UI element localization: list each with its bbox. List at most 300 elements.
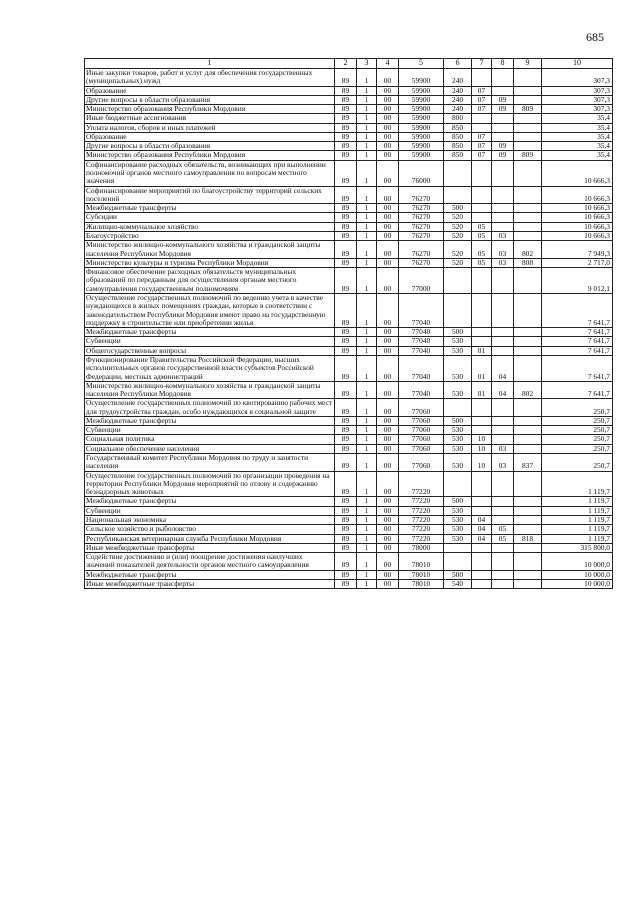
expense-type-cell: 520 — [444, 222, 472, 231]
expense-type-cell: 800 — [444, 114, 472, 123]
header-cell: 7 — [472, 59, 492, 69]
table-row — [85, 142, 613, 151]
subsection-cell: 03 — [492, 444, 514, 453]
code-cell: 89 — [335, 471, 357, 497]
section-cell: 10 — [472, 435, 492, 444]
subsection-cell — [492, 570, 514, 579]
ministry-code-cell — [514, 416, 542, 425]
target-article-cell: 77060 — [399, 416, 444, 425]
code-cell: 1 — [357, 534, 377, 543]
item-name-cell: Функционирование Правительства Российской Федерации, высших исполнительных органов государственной власти субъектов Российской Федерации, местных администраций — [85, 355, 335, 381]
table-row — [85, 105, 613, 114]
code-cell: 89 — [335, 516, 357, 525]
amount-cell: 307,3 — [542, 68, 613, 86]
code-cell: 00 — [377, 570, 399, 579]
subsection-cell — [492, 114, 514, 123]
item-name-cell: Благоустройство — [85, 232, 335, 241]
ministry-code-cell: 837 — [514, 454, 542, 472]
code-cell: 89 — [335, 68, 357, 86]
section-cell — [472, 204, 492, 213]
code-cell: 89 — [335, 151, 357, 160]
subsection-cell — [492, 516, 514, 525]
code-cell: 00 — [377, 123, 399, 132]
subsection-cell — [492, 293, 514, 327]
ministry-code-cell — [514, 232, 542, 241]
target-article-cell: 77060 — [399, 435, 444, 444]
item-name-cell: Другие вопросы в области образования — [85, 142, 335, 151]
table-row — [85, 444, 613, 453]
code-cell: 1 — [357, 114, 377, 123]
target-article-cell: 77220 — [399, 506, 444, 515]
section-cell — [472, 213, 492, 222]
table-row — [85, 232, 613, 241]
expense-type-cell: 520 — [444, 258, 472, 267]
code-cell: 89 — [335, 95, 357, 104]
code-cell: 89 — [335, 454, 357, 472]
table-row — [85, 337, 613, 346]
section-cell — [472, 268, 492, 294]
amount-cell: 35,4 — [542, 114, 613, 123]
amount-cell: 35,4 — [542, 123, 613, 132]
ministry-code-cell — [514, 553, 542, 571]
table-row — [85, 471, 613, 497]
code-cell: 00 — [377, 95, 399, 104]
item-name-cell: Министерство образования Республики Мордовия — [85, 105, 335, 114]
subsection-cell — [492, 471, 514, 497]
ministry-code-cell: 818 — [514, 534, 542, 543]
code-cell: 00 — [377, 355, 399, 381]
target-article-cell: 59900 — [399, 114, 444, 123]
code-cell: 1 — [357, 426, 377, 435]
item-name-cell: Социальная политика — [85, 435, 335, 444]
subsection-cell: 09 — [492, 105, 514, 114]
table-row — [85, 123, 613, 132]
table-row — [85, 293, 613, 327]
section-cell: 05 — [472, 241, 492, 259]
code-cell: 1 — [357, 232, 377, 241]
target-article-cell: 59900 — [399, 123, 444, 132]
code-cell: 00 — [377, 232, 399, 241]
code-cell: 1 — [357, 268, 377, 294]
expense-type-cell: 240 — [444, 105, 472, 114]
subsection-cell — [492, 68, 514, 86]
expense-type-cell — [444, 268, 472, 294]
amount-cell: 250,7 — [542, 416, 613, 425]
code-cell: 1 — [357, 328, 377, 337]
ministry-code-cell — [514, 95, 542, 104]
code-cell: 00 — [377, 241, 399, 259]
subsection-cell — [492, 426, 514, 435]
section-cell: 07 — [472, 95, 492, 104]
section-cell: 01 — [472, 346, 492, 355]
subsection-cell — [492, 337, 514, 346]
code-cell: 1 — [357, 444, 377, 453]
item-name-cell: Субвенции — [85, 426, 335, 435]
code-cell: 00 — [377, 435, 399, 444]
code-cell: 00 — [377, 497, 399, 506]
code-cell: 1 — [357, 435, 377, 444]
table-row — [85, 114, 613, 123]
code-cell: 1 — [357, 416, 377, 425]
ministry-code-cell — [514, 525, 542, 534]
item-name-cell: Межбюджетные трансферты — [85, 204, 335, 213]
code-cell: 89 — [335, 86, 357, 95]
budget-table — [84, 58, 613, 589]
section-cell — [472, 68, 492, 86]
expense-type-cell: 500 — [444, 497, 472, 506]
item-name-cell: Республиканская ветеринарная служба Республики Мордовия — [85, 534, 335, 543]
expense-type-cell: 530 — [444, 454, 472, 472]
subsection-cell: 04 — [492, 355, 514, 381]
amount-cell: 1 119,7 — [542, 506, 613, 515]
subsection-cell — [492, 123, 514, 132]
subsection-cell — [492, 497, 514, 506]
expense-type-cell: 530 — [444, 506, 472, 515]
item-name-cell: Субвенции — [85, 506, 335, 515]
item-name-cell: Межбюджетные трансферты — [85, 497, 335, 506]
amount-cell: 7 641,7 — [542, 328, 613, 337]
table-row — [85, 579, 613, 588]
code-cell: 89 — [335, 534, 357, 543]
code-cell: 89 — [335, 232, 357, 241]
item-name-cell: Межбюджетные трансферты — [85, 328, 335, 337]
table-row — [85, 222, 613, 231]
item-name-cell: Осуществление государственных полномочий по ведению учета в качестве нуждающихся в жилых помещениях граждан, которые в соответствии с законодательством Республики Мордовия имеют право на государственную поддержку в строительстве или приобретении жилья — [85, 293, 335, 327]
code-cell: 89 — [335, 444, 357, 453]
subsection-cell: 05 — [492, 534, 514, 543]
code-cell: 00 — [377, 444, 399, 453]
code-cell: 89 — [335, 525, 357, 534]
target-article-cell: 77040 — [399, 346, 444, 355]
table-row — [85, 213, 613, 222]
subsection-cell — [492, 346, 514, 355]
ministry-code-cell — [514, 186, 542, 204]
ministry-code-cell — [514, 114, 542, 123]
amount-cell: 2 717,0 — [542, 258, 613, 267]
expense-type-cell: 520 — [444, 213, 472, 222]
amount-cell: 1 119,7 — [542, 534, 613, 543]
target-article-cell: 76270 — [399, 222, 444, 231]
item-name-cell: Министерство культуры и туризма Республики Мордовия — [85, 258, 335, 267]
section-cell: 07 — [472, 142, 492, 151]
code-cell: 00 — [377, 151, 399, 160]
table-row — [85, 132, 613, 141]
item-name-cell: Министерство образования Республики Мордовия — [85, 151, 335, 160]
subsection-cell — [492, 553, 514, 571]
subsection-cell — [492, 328, 514, 337]
amount-cell: 7 641,7 — [542, 293, 613, 327]
code-cell: 00 — [377, 160, 399, 186]
target-article-cell: 76000 — [399, 160, 444, 186]
item-name-cell: Уплата налогов, сборов и иных платежей — [85, 123, 335, 132]
item-name-cell: Министерство жилищно-коммунального хозяйства и гражданской защиты населения Республики Мордовия — [85, 241, 335, 259]
item-name-cell: Осуществление государственных полномочий по организации проведения на территории Республики Мордовия мероприятий по отлову и содержанию безнадзорных животных — [85, 471, 335, 497]
code-cell: 1 — [357, 293, 377, 327]
header-cell: 10 — [542, 59, 613, 69]
expense-type-cell: 530 — [444, 381, 472, 399]
section-cell — [472, 543, 492, 552]
amount-cell: 9 012,1 — [542, 268, 613, 294]
code-cell: 89 — [335, 506, 357, 515]
expense-type-cell — [444, 160, 472, 186]
code-cell: 1 — [357, 213, 377, 222]
table-row — [85, 355, 613, 381]
code-cell: 1 — [357, 543, 377, 552]
amount-cell: 1 119,7 — [542, 471, 613, 497]
code-cell: 89 — [335, 142, 357, 151]
expense-type-cell: 500 — [444, 570, 472, 579]
code-cell: 89 — [335, 337, 357, 346]
section-cell — [472, 579, 492, 588]
table-row — [85, 525, 613, 534]
code-cell: 89 — [335, 328, 357, 337]
section-cell: 10 — [472, 454, 492, 472]
target-article-cell: 76270 — [399, 258, 444, 267]
expense-type-cell: 850 — [444, 151, 472, 160]
header-cell: 9 — [514, 59, 542, 69]
code-cell: 1 — [357, 337, 377, 346]
code-cell: 1 — [357, 222, 377, 231]
target-article-cell: 77040 — [399, 381, 444, 399]
table-body — [85, 68, 613, 588]
expense-type-cell: 530 — [444, 337, 472, 346]
target-article-cell: 77000 — [399, 268, 444, 294]
code-cell: 00 — [377, 454, 399, 472]
expense-type-cell: 530 — [444, 525, 472, 534]
ministry-code-cell — [514, 516, 542, 525]
item-name-cell: Другие вопросы в области образования — [85, 95, 335, 104]
amount-cell: 10 666,3 — [542, 186, 613, 204]
code-cell: 00 — [377, 399, 399, 417]
code-cell: 1 — [357, 186, 377, 204]
ministry-code-cell — [514, 444, 542, 453]
code-cell: 89 — [335, 399, 357, 417]
code-cell: 89 — [335, 222, 357, 231]
amount-cell: 1 119,7 — [542, 516, 613, 525]
table-row — [85, 160, 613, 186]
expense-type-cell: 530 — [444, 444, 472, 453]
ministry-code-cell — [514, 506, 542, 515]
expense-type-cell — [444, 543, 472, 552]
amount-cell: 315 800,0 — [542, 543, 613, 552]
subsection-cell: 09 — [492, 151, 514, 160]
ministry-code-cell — [514, 204, 542, 213]
code-cell: 00 — [377, 268, 399, 294]
ministry-code-cell — [514, 123, 542, 132]
subsection-cell: 09 — [492, 95, 514, 104]
code-cell: 1 — [357, 160, 377, 186]
section-cell — [472, 553, 492, 571]
code-cell: 1 — [357, 258, 377, 267]
expense-type-cell: 530 — [444, 435, 472, 444]
item-name-cell: Содействие достижению и (или) поощрение достижения наилучших значений показателей деятельности органов местного самоуправления — [85, 553, 335, 571]
section-cell: 10 — [472, 444, 492, 453]
amount-cell: 10 000,0 — [542, 553, 613, 571]
subsection-cell — [492, 399, 514, 417]
target-article-cell: 77040 — [399, 293, 444, 327]
subsection-cell — [492, 543, 514, 552]
amount-cell: 10 666,3 — [542, 222, 613, 231]
code-cell: 89 — [335, 346, 357, 355]
amount-cell: 307,3 — [542, 86, 613, 95]
amount-cell: 7 641,7 — [542, 381, 613, 399]
subsection-cell — [492, 222, 514, 231]
amount-cell: 10 666,3 — [542, 232, 613, 241]
subsection-cell: 04 — [492, 381, 514, 399]
target-article-cell: 59900 — [399, 142, 444, 151]
expense-type-cell: 520 — [444, 241, 472, 259]
code-cell: 00 — [377, 381, 399, 399]
table-row — [85, 435, 613, 444]
code-cell: 89 — [335, 543, 357, 552]
expense-type-cell: 240 — [444, 86, 472, 95]
code-cell: 89 — [335, 381, 357, 399]
header-cell: 2 — [335, 59, 357, 69]
expense-type-cell: 500 — [444, 416, 472, 425]
ministry-code-cell — [514, 543, 542, 552]
section-cell — [472, 506, 492, 515]
expense-type-cell: 850 — [444, 123, 472, 132]
table-row — [85, 570, 613, 579]
code-cell: 00 — [377, 186, 399, 204]
subsection-cell — [492, 506, 514, 515]
subsection-cell — [492, 213, 514, 222]
ministry-code-cell: 808 — [514, 258, 542, 267]
section-cell: 07 — [472, 132, 492, 141]
item-name-cell: Образование — [85, 132, 335, 141]
amount-cell: 250,7 — [542, 435, 613, 444]
ministry-code-cell — [514, 337, 542, 346]
amount-cell: 1 119,7 — [542, 525, 613, 534]
table-row — [85, 241, 613, 259]
amount-cell: 7 641,7 — [542, 346, 613, 355]
table-row — [85, 68, 613, 86]
item-name-cell: Субсидии — [85, 213, 335, 222]
item-name-cell: Жилищно-коммунальное хозяйство — [85, 222, 335, 231]
code-cell: 00 — [377, 534, 399, 543]
expense-type-cell — [444, 553, 472, 571]
code-cell: 1 — [357, 241, 377, 259]
section-cell: 07 — [472, 105, 492, 114]
header-cell: 1 — [85, 59, 335, 69]
ministry-code-cell — [514, 68, 542, 86]
table-row — [85, 204, 613, 213]
item-name-cell: Иные бюджетные ассигнования — [85, 114, 335, 123]
code-cell: 89 — [335, 204, 357, 213]
expense-type-cell: 240 — [444, 68, 472, 86]
code-cell: 00 — [377, 543, 399, 552]
table-row — [85, 328, 613, 337]
code-cell: 00 — [377, 222, 399, 231]
item-name-cell: Софинансирование расходных обязательств, возникающих при выполнении полномочий органов местного самоуправления по вопросам местного значения — [85, 160, 335, 186]
amount-cell: 7 949,3 — [542, 241, 613, 259]
table-row — [85, 186, 613, 204]
section-cell: 04 — [472, 516, 492, 525]
table-row — [85, 381, 613, 399]
ministry-code-cell — [514, 570, 542, 579]
code-cell: 89 — [335, 293, 357, 327]
table-row — [85, 497, 613, 506]
code-cell: 1 — [357, 68, 377, 86]
expense-type-cell — [444, 471, 472, 497]
expense-type-cell: 850 — [444, 142, 472, 151]
ministry-code-cell — [514, 346, 542, 355]
ministry-code-cell: 809 — [514, 151, 542, 160]
code-cell: 1 — [357, 579, 377, 588]
code-cell: 1 — [357, 553, 377, 571]
header-cell: 8 — [492, 59, 514, 69]
amount-cell: 10 000,0 — [542, 579, 613, 588]
table-row — [85, 399, 613, 417]
expense-type-cell: 850 — [444, 132, 472, 141]
code-cell: 00 — [377, 204, 399, 213]
target-article-cell: 76270 — [399, 186, 444, 204]
section-cell — [472, 160, 492, 186]
table-header-row — [85, 59, 613, 69]
code-cell: 00 — [377, 105, 399, 114]
amount-cell: 250,7 — [542, 399, 613, 417]
amount-cell: 35,4 — [542, 142, 613, 151]
code-cell: 00 — [377, 516, 399, 525]
item-name-cell: Общегосударственные вопросы — [85, 346, 335, 355]
section-cell — [472, 570, 492, 579]
ministry-code-cell — [514, 86, 542, 95]
amount-cell: 7 641,7 — [542, 355, 613, 381]
ministry-code-cell — [514, 142, 542, 151]
section-cell — [472, 497, 492, 506]
item-name-cell: Иные межбюджетные трансферты — [85, 543, 335, 552]
subsection-cell: 03 — [492, 454, 514, 472]
subsection-cell: 03 — [492, 258, 514, 267]
section-cell: 05 — [472, 258, 492, 267]
code-cell: 00 — [377, 114, 399, 123]
item-name-cell: Межбюджетные трансферты — [85, 570, 335, 579]
target-article-cell: 59900 — [399, 68, 444, 86]
table-row — [85, 426, 613, 435]
code-cell: 89 — [335, 570, 357, 579]
subsection-cell: 05 — [492, 525, 514, 534]
ministry-code-cell — [514, 579, 542, 588]
target-article-cell: 77220 — [399, 497, 444, 506]
section-cell: 04 — [472, 525, 492, 534]
subsection-cell — [492, 579, 514, 588]
subsection-cell — [492, 186, 514, 204]
code-cell: 89 — [335, 123, 357, 132]
item-name-cell: Государственный комитет Республики Мордовия по труду и занятости населения — [85, 454, 335, 472]
header-cell: 6 — [444, 59, 472, 69]
subsection-cell — [492, 204, 514, 213]
ministry-code-cell — [514, 293, 542, 327]
code-cell: 00 — [377, 258, 399, 267]
amount-cell: 10 666,3 — [542, 160, 613, 186]
code-cell: 1 — [357, 355, 377, 381]
code-cell: 1 — [357, 132, 377, 141]
ministry-code-cell: 802 — [514, 241, 542, 259]
target-article-cell: 59900 — [399, 86, 444, 95]
table-row — [85, 416, 613, 425]
subsection-cell: 03 — [492, 232, 514, 241]
expense-type-cell: 500 — [444, 204, 472, 213]
expense-type-cell: 500 — [444, 328, 472, 337]
target-article-cell: 77220 — [399, 525, 444, 534]
code-cell: 00 — [377, 328, 399, 337]
table-row — [85, 516, 613, 525]
code-cell: 89 — [335, 213, 357, 222]
subsection-cell — [492, 416, 514, 425]
ministry-code-cell — [514, 268, 542, 294]
code-cell: 1 — [357, 204, 377, 213]
section-cell — [472, 471, 492, 497]
